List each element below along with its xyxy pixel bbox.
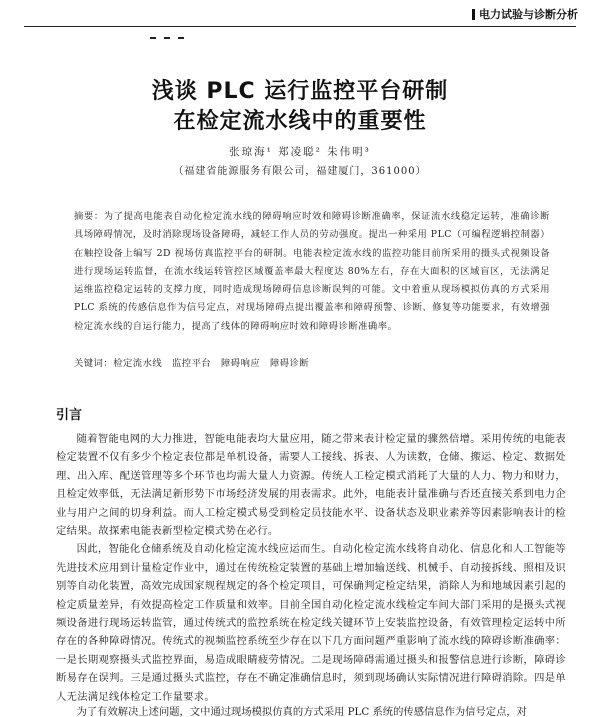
keywords-label: 关键词： bbox=[74, 358, 114, 369]
header-bar-mark bbox=[472, 9, 475, 20]
header-section-label: 电力试验与诊断分析 bbox=[479, 8, 578, 21]
body-paragraph: 随着智能电网的大力推进，智能电能表均大量应用，随之带来表计检定量的骤然倍增。采用传统的电能表检定装置不仅有多少个检定表位都是单机设备，需要人工接线、拆表、人为读数，仓储、搬运、检定、数据处理、出入库、配送管理等多个环节也均需大量人力资源。传统人工检定模式消耗了大量的人力、物力和财力，且检定效率低，无法满足新形势下市场经济发展的用表需求。此外，电能表计量准确与否还直接关系到电力企业与用户之间的切身利益。而人工检定模式易受到检定员技能水平、设备状态及职业素养等因素影响表计的检定结果。故探索电能表新型检定模式势在必行。 bbox=[56, 433, 566, 538]
running-header bbox=[472, 6, 578, 22]
paper-title-line-1: 浅谈 PLC 运行监控平台研制 bbox=[151, 79, 449, 104]
header-rule bbox=[24, 26, 576, 27]
keywords bbox=[74, 355, 550, 369]
abstract bbox=[74, 208, 550, 336]
cut-off-line bbox=[56, 706, 566, 717]
section-heading-introduction: 引言 bbox=[56, 408, 83, 423]
body-text bbox=[56, 430, 566, 706]
keywords-text: 检定流水线 监控平台 障碍响应 障碍诊断 bbox=[113, 358, 310, 369]
header-rule-marks bbox=[150, 24, 210, 28]
abstract-label: 摘要： bbox=[74, 211, 104, 222]
affiliation: （福建省能源服务有限公司，福建厦门，361000） bbox=[173, 166, 427, 177]
paper-title-line-2: 在检定流水线中的重要性 bbox=[173, 109, 427, 134]
authors: 张琼海¹ 郑凌聪² 朱伟明³ bbox=[229, 146, 371, 158]
abstract-text: 为了提高电能表自动化检定流水线的障碍响应时效和障碍诊断准确率，保证流水线稳定运转，准确诊断具场障碍情况，及时消除现场设备障碍，减轻工作人员的劳动强度。提出一种采用 PLC（可编程逻辑控制器）在触控设备上编写 2D 视场仿真监控平台的研制。电能表检定流水线的监控功能目前所采用的摄头式视频设备进行现场运转监督，在流水线运转管控区域覆盖率最大程度达 80%左右，存在大面积的区域盲区，无法满足运维监控稳定运转的支撑力度，同时造成现场障碍信息诊断误判的可能。文中着重从现场模拟仿真的方式采用 PLC 系统的传感信息作为信号定点，对现场障碍点提出覆盖率和障碍预警、诊断、修复等功能要求，有效增强检定流水线的自运行能力，提高了线体的障碍响应时效和障碍诊断准确率。 bbox=[74, 211, 550, 332]
body-paragraph-cut: 为了有效解决上述问题，文中通过现场模拟仿真的方式采用 PLC 系统的传感信息作为信号定点，对 bbox=[76, 706, 527, 717]
body-paragraph: 因此，智能化仓储系统及自动化检定流水线应运而生。自动化检定流水线将自动化、信息化和人工智能等先进技术应用到计量检定作业中，通过在传统检定装置的基础上增加输送线、机械手、自动接拆线、照相及识别等自动化装置，高效完成国家规程规定的各个检定项目，可保确判定检定结果，消除人为和地域因素引起的检定质量差异，有效提高检定工作质量和效率。目前全国自动化检定流水线检定车间大部门采用的是摄头式视频设备进行现场运转监管，通过传统式的监控系统在检定线关键环节上安装监控设备，有效管理检定运转中所存在的各种障碍情况。传统式的视频监控系统至少存在以下几方面问题严重影响了流水线的障碍诊断准确率：一是长期观察摄头式监控界面，易造成眼睛疲劳情况。二是现场障碍需通过摄头和报警信息进行诊断，障碍诊断易存在误判。三是通过摄头式监控，存在不确定准确信息时，须到现场确认实际情况进行障碍消除。四是单人无法满足线体检定工作量要求。 bbox=[56, 543, 566, 703]
